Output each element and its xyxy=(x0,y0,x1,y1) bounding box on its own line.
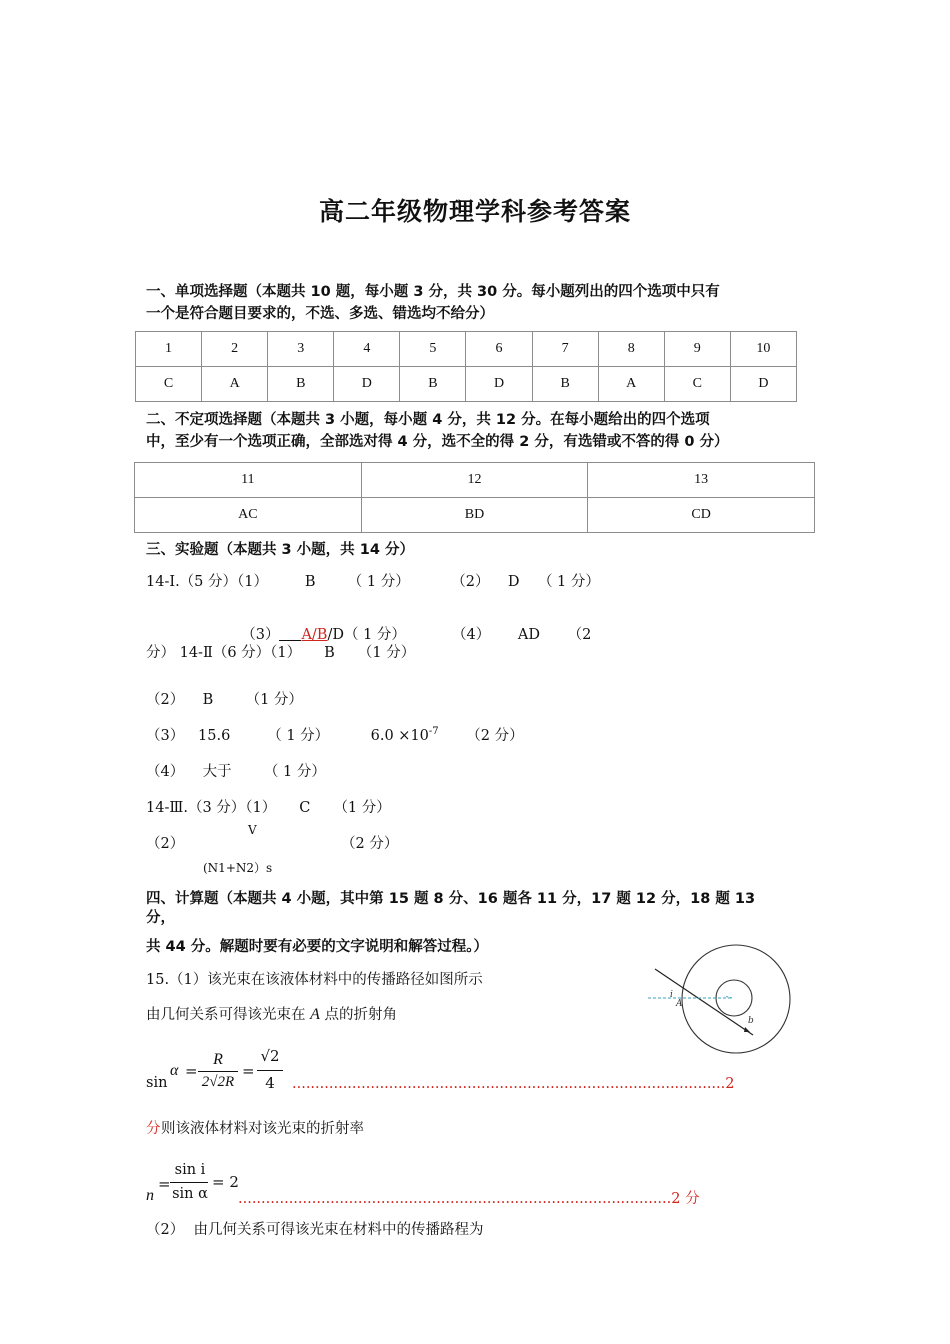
table-cell: 13 xyxy=(588,463,815,498)
table-cell: BD xyxy=(361,498,588,533)
q14-2-c-score: （2 分） xyxy=(438,728,524,744)
table-cell: 9 xyxy=(664,332,730,367)
section4-heading-line2: 共 44 分。解题时要有必要的文字说明和解答过程。） xyxy=(146,939,489,955)
fraction-line xyxy=(198,1071,238,1072)
table-cell: D xyxy=(730,367,796,402)
table-cell: C xyxy=(664,367,730,402)
fraction-line-3 xyxy=(170,1182,208,1183)
label-a: A xyxy=(676,999,683,1009)
section1-answer-table xyxy=(135,331,797,402)
q15-geometry-text xyxy=(146,1003,397,1024)
q14-3-denominator: (N1+N2）s xyxy=(203,861,273,875)
q15-refractive-text: 则该液体材料对该光束的折射率 xyxy=(161,1121,364,1137)
table-cell: CD xyxy=(588,498,815,533)
inner-circle xyxy=(716,980,752,1016)
outer-circle xyxy=(682,945,790,1053)
score-dots-2: ..............................................................................................2 分 xyxy=(238,1191,700,1207)
page-title: 高二年级物理学科参考答案 xyxy=(318,197,631,226)
alpha-symbol: α xyxy=(170,1062,179,1079)
fraction-line-2 xyxy=(257,1070,283,1071)
section4-heading-line1b: 分， xyxy=(146,910,175,926)
section4-heading-line1: 四、计算题（本题共 4 小题，其中第 15 题 8 分、16 题各 11 分，17 题 12 分，18 题 13 xyxy=(146,891,756,907)
q15-geometry-text-a: 由几何关系可得该光束在 xyxy=(146,1007,306,1023)
equals-sign: = xyxy=(185,1062,198,1080)
table-cell: D xyxy=(466,367,532,402)
q14-3-label: （2） xyxy=(146,836,185,852)
table-cell: B xyxy=(400,367,466,402)
table-cell: D xyxy=(334,367,400,402)
table-cell: 6 xyxy=(466,332,532,367)
score-dots-1: ..............................................................................................2 xyxy=(292,1076,735,1092)
result-equals-2: = 2 xyxy=(212,1173,239,1191)
equals-sign-2: = xyxy=(242,1062,255,1080)
section2-heading-line1: 二、不定项选择题（本题共 3 小题，每小题 4 分，共 12 分。在每小题给出的四个选项 xyxy=(146,412,710,428)
light-ray xyxy=(655,969,753,1035)
table-cell: AC xyxy=(135,498,362,533)
fraction-denominator-4: 4 xyxy=(265,1074,275,1092)
q14-3-score: （2 分） xyxy=(341,836,399,852)
table-cell: B xyxy=(268,367,334,402)
n-symbol: n xyxy=(146,1187,154,1204)
fraction-numerator-r: R xyxy=(213,1051,223,1068)
q14-1-line-b xyxy=(232,607,591,644)
table-cell: 11 xyxy=(135,463,362,498)
table-cell: 8 xyxy=(598,332,664,367)
table-cell: A xyxy=(202,367,268,402)
score-unit: 分 xyxy=(146,1121,161,1137)
table-cell: 1 xyxy=(136,332,202,367)
section1-heading-line1: 一、单项选择题（本题共 10 题，每小题 3 分，共 30 分。每小题列出的四个选项中只有 xyxy=(146,284,720,300)
table-cell: 2 xyxy=(202,332,268,367)
table-cell: 4 xyxy=(334,332,400,367)
q14-2-line-d: （4） 大于 （ 1 分） xyxy=(146,764,326,780)
q14-1-b-prefix: （3） xyxy=(241,627,280,643)
equals-sign-3: = xyxy=(158,1175,171,1193)
q14-1-b-suffix: /D（ 1 分） （4） AD （2 xyxy=(327,627,592,643)
table-cell: 5 xyxy=(400,332,466,367)
q14-2-line-a: 分） 14-Ⅱ（6 分）（1） B （1 分） xyxy=(146,645,416,661)
arrow-head-icon xyxy=(744,1027,750,1032)
sin-label: sin xyxy=(146,1075,168,1091)
q14-2-line-b: （2） B （1 分） xyxy=(146,692,303,708)
q15-part2-text: （2） 由几何关系可得该光束在材料中的传播路程为 xyxy=(146,1222,484,1238)
section2-answer-table xyxy=(134,462,815,533)
q15-geometry-text-b: 点的折射角 xyxy=(324,1007,397,1023)
fraction-denominator: 2√2R xyxy=(201,1074,235,1090)
label-i: i xyxy=(670,990,673,1000)
table-cell: B xyxy=(532,367,598,402)
table-cell: 12 xyxy=(361,463,588,498)
section3-heading: 三、实验题（本题共 3 小题，共 14 分） xyxy=(146,542,414,558)
q14-2-line-c xyxy=(146,724,524,745)
q14-3-numerator: V xyxy=(248,823,257,837)
q15-part1-text: 15.（1）该光束在该液体材料中的传播路径如图所示 xyxy=(146,972,483,988)
table-cell: C xyxy=(136,367,202,402)
fraction-numerator-root2: √2 xyxy=(260,1047,280,1065)
point-a-label: A xyxy=(310,1006,320,1023)
q14-2-c-exponent: -7 xyxy=(428,726,439,738)
q14-3-line-a: 14-Ⅲ.（3 分）（1） C （1 分） xyxy=(146,800,391,816)
q14-1-line-a: 14-Ⅰ.（5 分）（1） B （ 1 分） （2） D （ 1 分） xyxy=(146,574,600,590)
table-cell: 10 xyxy=(730,332,796,367)
table-cell: 7 xyxy=(532,332,598,367)
section1-heading-line2: 一个是符合题目要求的，不选、多选、错选均不给分） xyxy=(146,306,494,322)
fraction-denominator-sinalpha: sin α xyxy=(172,1186,208,1202)
q14-1-b-red-answer: A/B xyxy=(301,627,328,643)
table-cell: 3 xyxy=(268,332,334,367)
label-b: b xyxy=(748,1016,754,1026)
table-cell: A xyxy=(598,367,664,402)
section2-heading-line2: 中，至少有一个选项正确，全部选对得 4 分，选不全的得 2 分，有选错或不答的得 0 分） xyxy=(146,434,729,450)
fraction-numerator-sini: sin i xyxy=(174,1162,206,1178)
optics-diagram xyxy=(640,940,800,1055)
q14-2-c-text: （3） 15.6 （ 1 分） 6.0 ×10 xyxy=(146,728,429,744)
